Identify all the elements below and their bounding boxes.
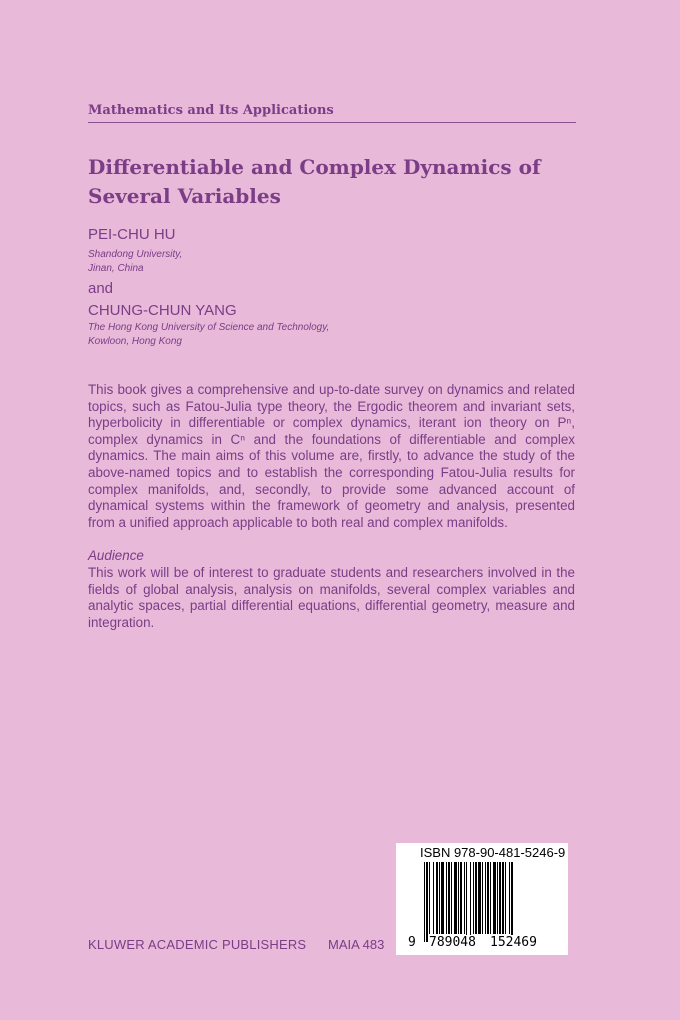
barcode-bars [424,862,544,942]
book-title [88,153,558,211]
series-code: MAIA 483 [328,937,385,952]
book-title-line-1: Differentiable and Complex Dynamics of [88,155,541,179]
series-divider [88,122,576,123]
barcode-first-digit: 9 [408,935,416,950]
publisher-name: KLUWER ACADEMIC PUBLISHERS [88,937,307,952]
author-2-affiliation-line-2: Kowloon, Hong Kong [88,336,182,347]
audience-text: This work will be of interest to graduate students and researchers involved in the fields of global analysis, analysis on manifolds, several complex variables and analytic spaces, partial differential equations, differential geometry, measure and integration. [88,565,575,630]
author-1-affiliation-line-2: Jinan, China [88,263,144,274]
author-conjunction: and [88,280,114,297]
audience-heading: Audience [88,548,144,563]
author-2-affiliation [88,321,329,349]
barcode-left-digits: 789048 [429,935,476,950]
author-2-affiliation-line-1: The Hong Kong University of Science and Technology, [88,322,330,333]
book-description: This book gives a comprehensive and up-to-date survey on dynamics and related topics, such as Fatou-Julia type theory, the Ergodic theorem and invariant sets, hyperbolicity in differentiable or complex dynamics, iterant ion theory on Pⁿ, complex dynamics in Cⁿ and the foundations of differentiable and complex dynamics. The main aims of this volume are, firstly, to advance the study of the above-named topics and to establish the corresponding Fatou-Julia results for complex manifolds, and, secondly, to provide some advanced account of dynamical systems within the framework of geometry and analysis, presented from a unified approach applicable to both real and complex manifolds. [88,382,575,530]
isbn-label: ISBN 978-90-481-5246-9 [420,845,566,860]
author-2-name: CHUNG-CHUN YANG [88,302,237,319]
author-1-affiliation-line-1: Shandong University, [88,249,183,260]
author-1-name: PEI-CHU HU [88,226,176,243]
series-name: Mathematics and Its Applications [88,103,334,118]
barcode-right-digits: 152469 [490,935,537,950]
author-1-affiliation [88,248,182,276]
book-title-line-2: Several Variables [88,184,281,208]
